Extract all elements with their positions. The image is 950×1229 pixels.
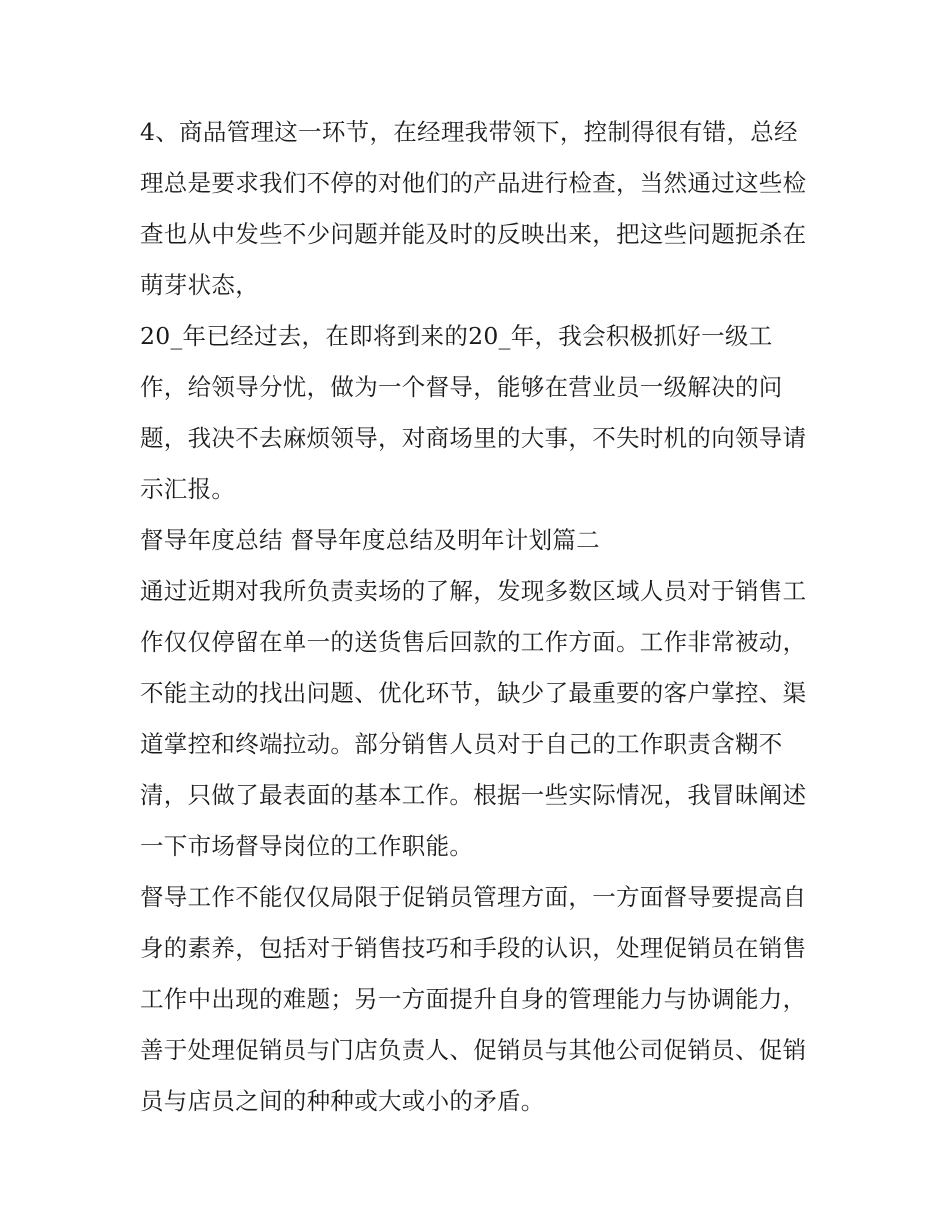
paragraph-supervisor-duties: 督导工作不能仅仅局限于促销员管理方面，一方面督导要提高自身的素养，包括对于销售技巧和手段的认识，处理促销员在销售工作中出现的难题；另一方面提升自身的管理能力与协调能力，善于处理促销员与门店负责人、促销员与其他公司促销员、促销员与店员之间的种种或大或小的矛盾。 — [140, 883, 807, 1115]
paragraph-year-plan: 20_年已经过去，在即将到来的20_年，我会积极抓好一级工作，给领导分忧，做为一个督导，能够在营业员一级解决的问题，我决不去麻烦领导，对商场里的大事，不失时机的向领导请示汇报。 — [140, 322, 807, 503]
section-heading: 督导年度总结 督导年度总结及明年计划篇二 — [140, 526, 600, 554]
document-body — [140, 107, 816, 1127]
paragraph-market-observation: 通过近期对我所负责卖场的了解，发现多数区域人员对于销售工作仅仅停留在单一的送货售后回款的工作方面。工作非常被动，不能主动的找出问题、优化环节，缺少了最重要的客户掌控、渠道掌控和终端拉动。部分销售人员对于自己的工作职责含糊不清，只做了最表面的基本工作。根据一些实际情况，我冒昧阐述一下市场督导岗位的工作职能。 — [140, 577, 807, 860]
paragraph-product-management: 4、商品管理这一环节，在经理我带领下，控制得很有错，总经理总是要求我们不停的对他们的产品进行检查，当然通过这些检查也从中发些不少问题并能及时的反映出来，把这些问题扼杀在萌芽状态， — [140, 118, 807, 299]
